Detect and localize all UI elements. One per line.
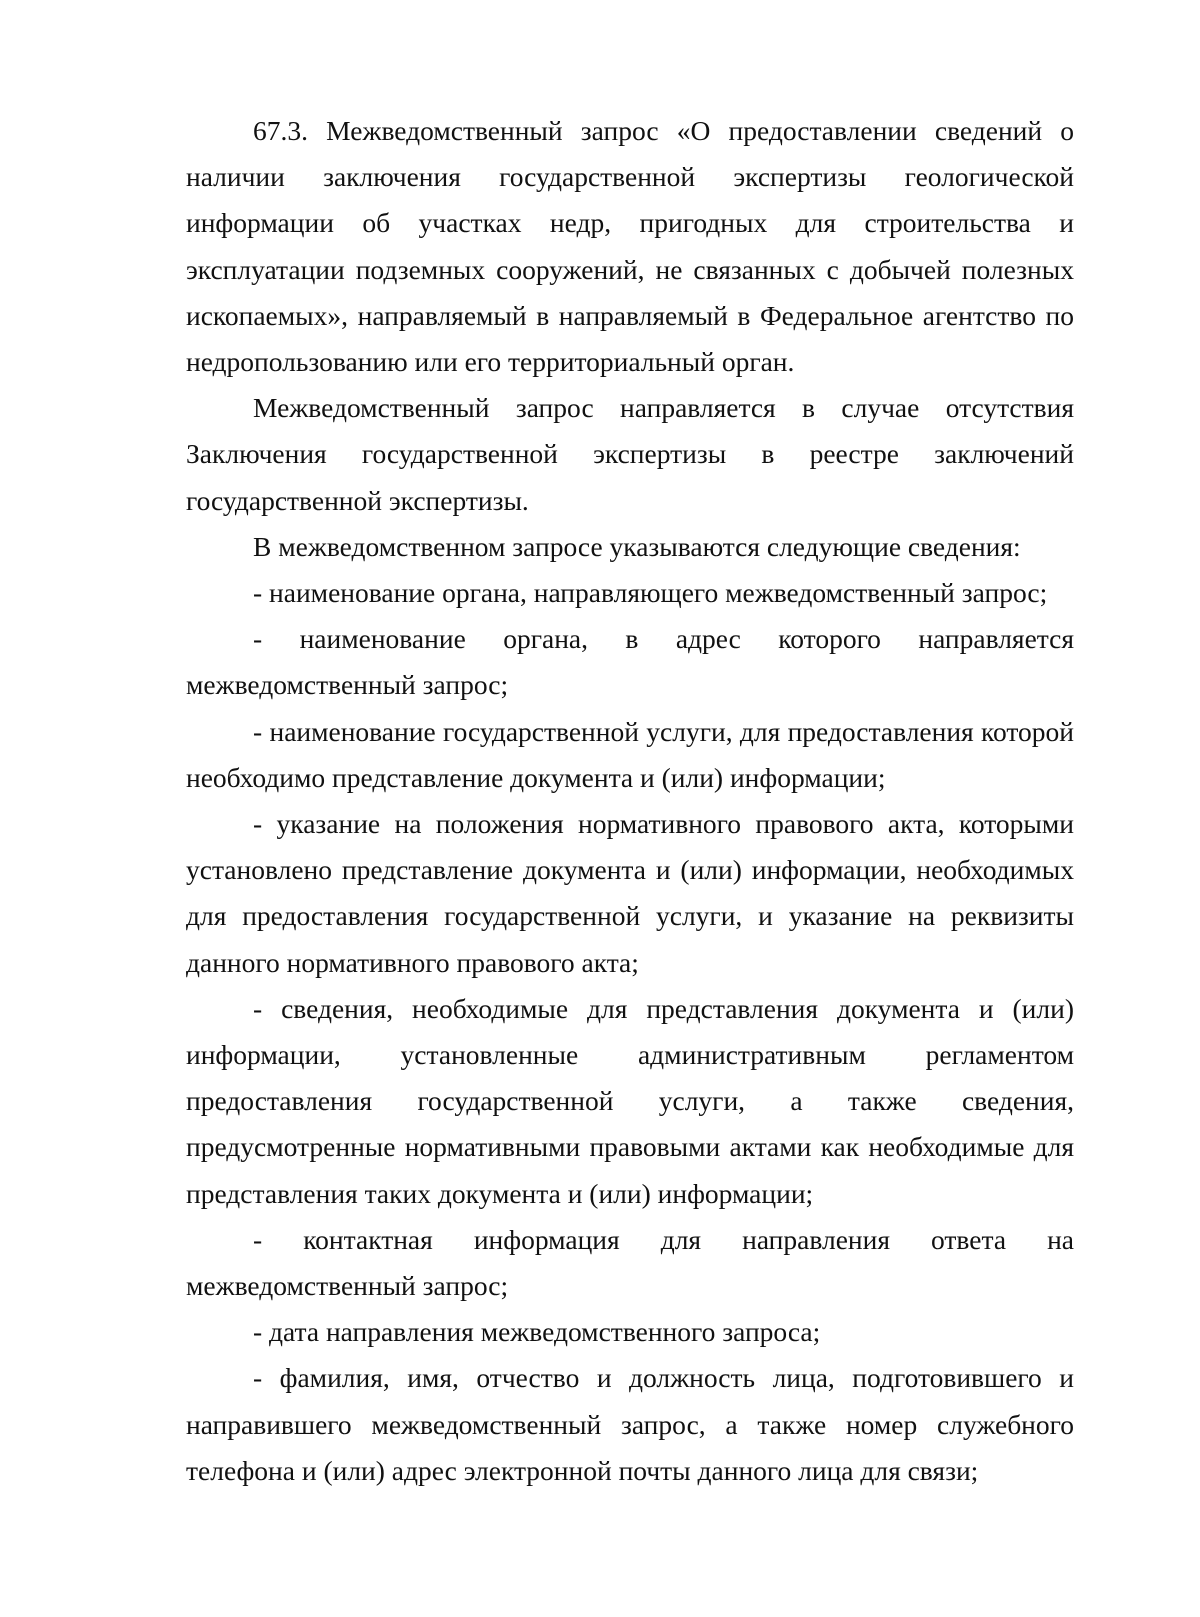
list-item-required-information: - сведения, необходимые для представления документа и (или) информации, установленные административным регламентом предоставления государственной услуги, а также сведения, предусмотренные нормативными правовыми актами как необходимые для представления таких документа и (или) информации;	[186, 992, 1074, 1209]
list-item-responsible-person: - фамилия, имя, отчество и должность лица, подготовившего и направившего межведомственный запрос, а также номер служебного телефона и (или) адрес электронной почты данного лица для связи;	[186, 1362, 1074, 1486]
document-body	[186, 108, 1074, 1494]
list-item-recipient-name: - наименование органа, в адрес которого направляется межведомственный запрос;	[186, 623, 1074, 701]
paragraph-request-condition: Межведомственный запрос направляется в случае отсутствия Заключения государственной экспертизы в реестре заключений государственной экспертизы.	[186, 392, 1074, 516]
list-item-request-date: - дата направления межведомственного запроса;	[253, 1316, 821, 1348]
paragraph-67-3-heading: 67.3. Межведомственный запрос «О предоставлении сведений о наличии заключения государственной экспертизы геологической информации об участках недр, пригодных для строительства и эксплуатации подземных сооружений, не связанных с добычей полезных ископаемых», направляемый в направляемый в Федеральное агентство по недропользованию или его территориальный орган.	[186, 115, 1074, 378]
list-item-sender-name: - наименование органа, направляющего межведомственный запрос;	[253, 577, 1048, 609]
list-item-legal-act-reference: - указание на положения нормативного правового акта, которыми установлено представление документа и (или) информации, необходимых для предоставления государственной услуги, и указание на реквизиты данного нормативного правового акта;	[186, 808, 1074, 978]
list-item-service-name: - наименование государственной услуги, для предоставления которой необходимо представление документа и (или) информации;	[186, 715, 1074, 793]
paragraph-request-contents-intro: В межведомственном запросе указываются следующие сведения:	[253, 530, 1021, 562]
list-item-contact-information: - контактная информация для направления ответа на межведомственный запрос;	[186, 1223, 1074, 1302]
